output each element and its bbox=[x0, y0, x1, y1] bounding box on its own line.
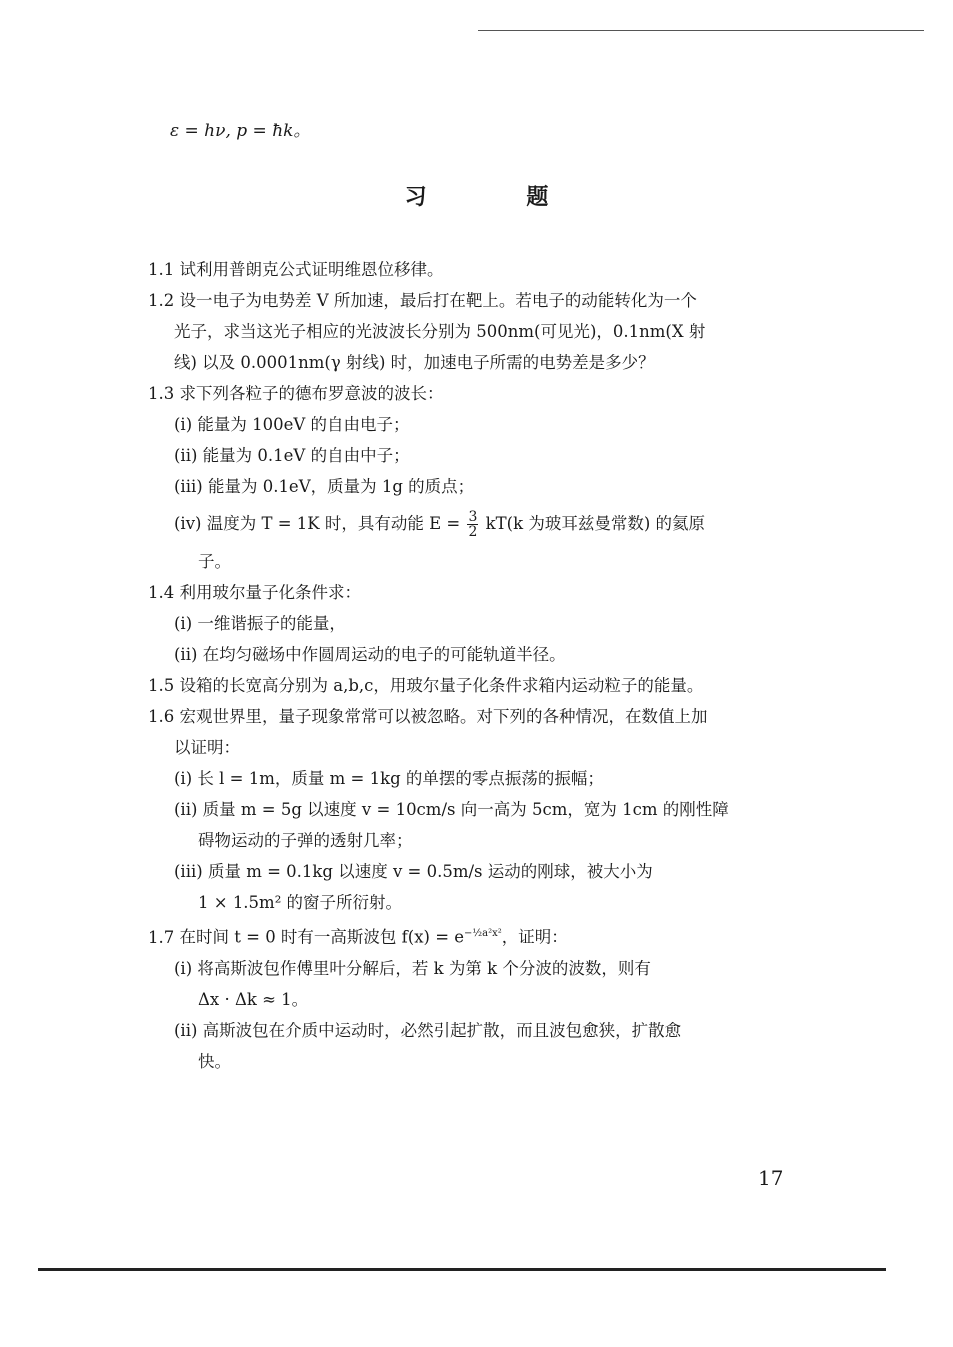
sub-item-cont: 碍物运动的子弹的透射几率； bbox=[198, 831, 413, 850]
problem-number: 1.7 bbox=[148, 927, 175, 947]
problem-text: 设一电子为电势差 V 所加速，最后打在靶上。若电子的动能转化为一个 bbox=[179, 291, 697, 310]
sub-item-cont: 子。 bbox=[198, 552, 231, 571]
header-formula: ε = hν, p = ħk。 bbox=[170, 121, 311, 141]
problem-1-1 bbox=[148, 254, 808, 285]
problem-number: 1.2 bbox=[148, 291, 175, 310]
exponent: −½a²x² bbox=[464, 928, 502, 939]
sub-item-cont: Δx · Δk ≈ 1。 bbox=[198, 989, 309, 1009]
sub-item-cont: 1 × 1.5m² 的窗子所衍射。 bbox=[198, 893, 403, 912]
sub-item: (ii) 高斯波包在介质中运动时，必然引起扩散，而且波包愈狭，扩散愈 bbox=[174, 1020, 682, 1040]
problem-list bbox=[148, 254, 808, 1077]
sub-item bbox=[148, 502, 808, 546]
fraction-numerator: 3 bbox=[468, 509, 478, 525]
problem-1-6 bbox=[148, 701, 808, 732]
sub-item: (ii) 能量为 0.1eV 的自由中子； bbox=[174, 446, 410, 465]
problem-text-cont: 线) 以及 0.0001nm(γ 射线) 时，加速电子所需的电势差是多少？ bbox=[174, 353, 655, 372]
problem-1-2 bbox=[148, 285, 808, 316]
problem-text-cont: 以证明： bbox=[174, 738, 240, 757]
sub-item: (ii) 质量 m = 5g 以速度 v = 10cm/s 向一高为 5cm，宽为 1cm 的刚性障 bbox=[174, 800, 729, 819]
problem-number: 1.4 bbox=[148, 583, 175, 602]
sub-item: (i) 将高斯波包作傅里叶分解后，若 k 为第 k 个分波的波数，则有 bbox=[174, 958, 651, 978]
page-number: 17 bbox=[758, 1166, 784, 1190]
problem-text: 试利用普朗克公式证明维恩位移律。 bbox=[179, 260, 444, 279]
problem-number: 1.6 bbox=[148, 707, 175, 726]
sub-item: (ii) 在均匀磁场中作圆周运动的电子的可能轨道半径。 bbox=[174, 645, 566, 664]
problem-text: 利用玻尔量子化条件求： bbox=[179, 583, 361, 602]
top-rule bbox=[478, 30, 924, 31]
fraction-denominator: 2 bbox=[468, 524, 478, 540]
sub-item-cont: 快。 bbox=[198, 1051, 231, 1071]
sub-item: (i) 能量为 100eV 的自由电子； bbox=[174, 415, 410, 434]
problem-text: 设箱的长宽高分别为 a,b,c，用玻尔量子化条件求箱内运动粒子的能量。 bbox=[179, 676, 704, 695]
bottom-rule bbox=[38, 1268, 886, 1271]
problem-text: 在时间 t = 0 时有一高斯波包 f(x) = e bbox=[179, 927, 465, 947]
sub-item: (i) 一维谐振子的能量， bbox=[174, 614, 346, 633]
problem-number: 1.1 bbox=[148, 260, 175, 279]
sub-item-text: (iv) 温度为 T = 1K 时，具有动能 E = bbox=[174, 514, 461, 533]
problem-number: 1.3 bbox=[148, 384, 175, 403]
problem-text: 求下列各粒子的德布罗意波的波长： bbox=[179, 384, 444, 403]
sub-item: (iii) 能量为 0.1eV，质量为 1g 的质点； bbox=[174, 477, 475, 496]
sub-item: (iii) 质量 m = 0.1kg 以速度 v = 0.5m/s 运动的刚球，被大小为 bbox=[174, 862, 653, 881]
section-title: 习 题 bbox=[404, 184, 595, 210]
sub-item-text: kT(k 为玻耳兹曼常数) 的氦原 bbox=[485, 514, 706, 533]
problem-text: 宏观世界里，量子现象常常可以被忽略。对下列的各种情况，在数值上加 bbox=[179, 707, 708, 726]
problem-number: 1.5 bbox=[148, 676, 175, 695]
problem-1-5 bbox=[148, 670, 808, 701]
problem-text: ，证明： bbox=[501, 927, 568, 947]
problem-text-cont: 光子，求当这光子相应的光波波长分别为 500nm(可见光)，0.1nm(X 射 bbox=[174, 322, 706, 341]
sub-item: (i) 长 l = 1m，质量 m = 1kg 的单摆的零点振荡的振幅； bbox=[174, 769, 604, 788]
problem-1-7 bbox=[148, 918, 808, 953]
problem-1-4 bbox=[148, 577, 808, 608]
problem-1-3 bbox=[148, 378, 808, 409]
fraction bbox=[467, 510, 478, 539]
